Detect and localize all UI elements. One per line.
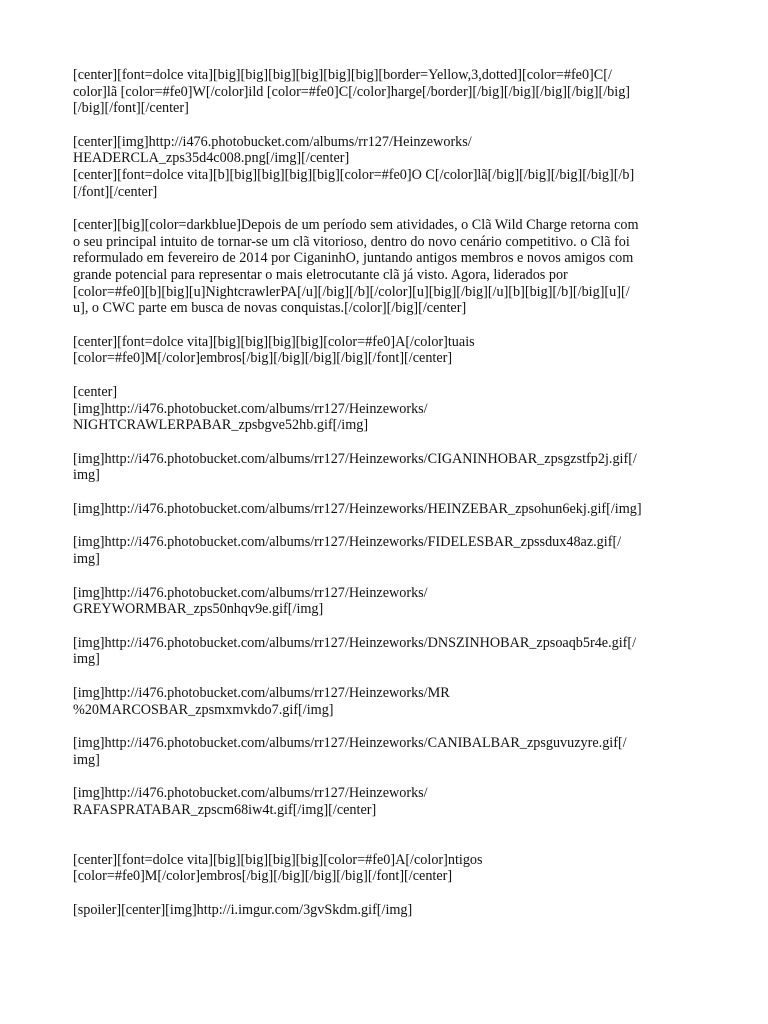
text-line: u], o CWC parte em busca de novas conquistas.[/color][/big][/center] xyxy=(73,300,467,317)
text-line: GREYWORMBAR_zps50nhqv9e.gif[/img] xyxy=(73,601,324,618)
document-page xyxy=(73,67,698,935)
paragraph xyxy=(73,217,698,317)
text-line: img] xyxy=(73,551,100,568)
text-line: [img]http://i476.photobucket.com/albums/rr127/Heinzeworks/HEINZEBAR_zpsohun6ekj.gif[/img] xyxy=(73,500,642,517)
paragraph xyxy=(73,785,698,818)
text-line: [color=#fe0]M[/color]embros[/big][/big][/big][/big][/font][/center] xyxy=(73,350,453,367)
paragraph xyxy=(73,635,698,668)
text-line: [color=#fe0]M[/color]embros[/big][/big][/big][/big][/font][/center] xyxy=(73,868,453,885)
text-line: img] xyxy=(73,651,100,668)
paragraph xyxy=(73,852,698,885)
text-line: [center][font=dolce vita][big][big][big][big][color=#fe0]A[/color]tuais xyxy=(73,333,475,350)
text-line: color]lã [color=#fe0]W[/color]ild [color=#fe0]C[/color]harge[/border][/big][/big][/big][/big][/big] xyxy=(73,83,631,100)
text-line: [center][font=dolce vita][b][big][big][big][big][color=#fe0]O C[/color]lã[/big][/big][/big][/big][/b] xyxy=(73,166,635,183)
paragraph xyxy=(73,451,698,484)
text-line: [img]http://i476.photobucket.com/albums/rr127/Heinzeworks/FIDELESBAR_zpssdux48az.gif[/ xyxy=(73,534,622,551)
text-line: [img]http://i476.photobucket.com/albums/rr127/Heinzeworks/ xyxy=(73,400,428,417)
text-line: img] xyxy=(73,467,100,484)
text-line: img] xyxy=(73,751,100,768)
text-line: [center][img]http://i476.photobucket.com/albums/rr127/Heinzeworks/ xyxy=(73,133,472,150)
text-line: HEADERCLA_zps35d4c008.png[/img][/center] xyxy=(73,150,350,167)
text-line: grande potencial para representar o mais eletrocutante clã já visto. Agora, liderados por xyxy=(73,266,568,283)
paragraph xyxy=(73,384,698,434)
text-line: o seu principal intuito de tornar-se um clã vitorioso, dentro do novo cenário competitivo. o Clã foi xyxy=(73,233,630,250)
text-line: [img]http://i476.photobucket.com/albums/rr127/Heinzeworks/CIGANINHOBAR_zpsgzstfp2j.gif[/ xyxy=(73,450,637,467)
text-line: NIGHTCRAWLERPABAR_zpsbgve52hb.gif[/img] xyxy=(73,417,369,434)
text-line: [color=#fe0][b][big][u]NightcrawlerPA[/u][/big][/b][/color][u][big][/big][/u][b][big][/b][/big][u][/ xyxy=(73,283,630,300)
text-line: [img]http://i476.photobucket.com/albums/rr127/Heinzeworks/ xyxy=(73,785,428,802)
paragraph xyxy=(73,902,698,919)
paragraph xyxy=(73,501,698,518)
text-line: [img]http://i476.photobucket.com/albums/rr127/Heinzeworks/DNSZINHOBAR_zpsoaqb5r4e.gif[/ xyxy=(73,634,637,651)
text-line: [img]http://i476.photobucket.com/albums/rr127/Heinzeworks/MR xyxy=(73,685,450,702)
text-line: [img]http://i476.photobucket.com/albums/rr127/Heinzeworks/CANIBALBAR_zpsguvuzyre.gif[/ xyxy=(73,735,627,752)
paragraph xyxy=(73,534,698,567)
paragraph xyxy=(73,735,698,768)
text-line: [center][big][color=darkblue]Depois de um período sem atividades, o Clã Wild Charge retorna com xyxy=(73,217,639,234)
text-line: [img]http://i476.photobucket.com/albums/rr127/Heinzeworks/ xyxy=(73,584,428,601)
text-line: [spoiler][center][img]http://i.imgur.com/3gvSkdm.gif[/img] xyxy=(73,901,413,918)
text-line: %20MARCOSBAR_zpsmxmvkdo7.gif[/img] xyxy=(73,701,334,718)
paragraph xyxy=(73,585,698,618)
text-line: reformulado em fevereiro de 2014 por CiganinhO, juntando antigos membros e novos amigos com xyxy=(73,250,634,267)
paragraph xyxy=(73,685,698,718)
paragraph xyxy=(73,334,698,367)
text-line: [center][font=dolce vita][big][big][big][big][big][big][border=Yellow,3,dotted][color=#fe0]C[/ xyxy=(73,67,612,83)
text-line: [/big][/font][/center] xyxy=(73,100,189,117)
text-line: [center] xyxy=(73,383,118,400)
paragraph xyxy=(73,134,698,200)
text-line: [center][font=dolce vita][big][big][big][big][color=#fe0]A[/color]ntigos xyxy=(73,851,483,868)
text-line: [/font][/center] xyxy=(73,183,158,200)
text-line: RAFASPRATABAR_zpscm68iw4t.gif[/img][/center] xyxy=(73,802,377,818)
paragraph xyxy=(73,67,698,117)
